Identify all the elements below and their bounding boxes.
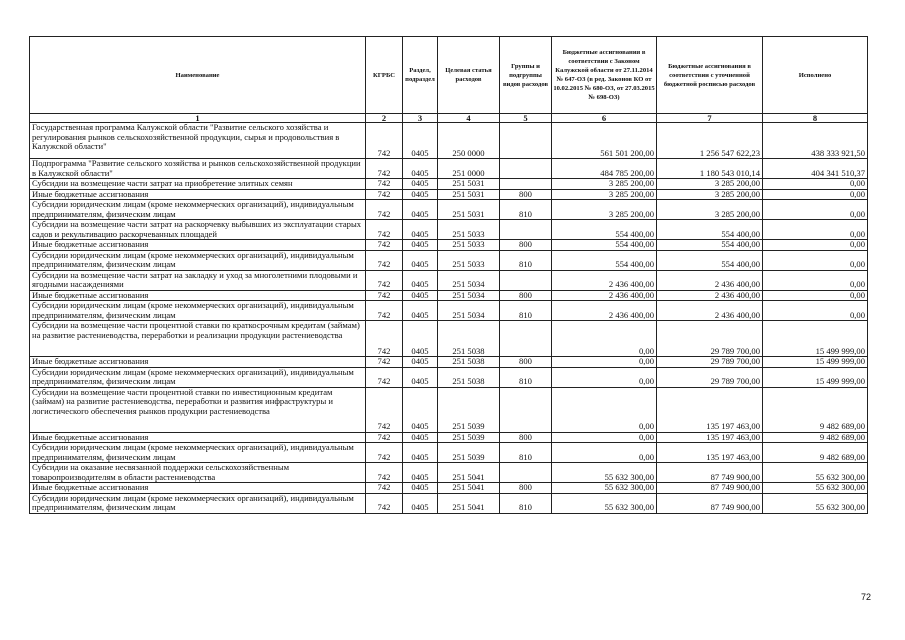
table-row: [30, 321, 868, 357]
row-group: 800: [500, 240, 552, 251]
row-name: Субсидии на оказание несвязанной поддержки сельскохозяйственным товаропроизводителям в области растениеводства: [30, 463, 366, 483]
row-refined-amount: 87 749 900,00: [657, 493, 763, 513]
row-target: 251 5039: [438, 443, 500, 463]
row-executed-amount: 15 499 999,00: [763, 367, 868, 387]
row-refined-amount: 554 400,00: [657, 240, 763, 251]
row-refined-amount: 3 285 200,00: [657, 179, 763, 190]
table-row: [30, 159, 868, 179]
row-kgrbs: 742: [366, 443, 403, 463]
row-refined-amount: 135 197 463,00: [657, 387, 763, 432]
row-group: 810: [500, 250, 552, 270]
row-executed-amount: 438 333 921,50: [763, 123, 868, 159]
row-target: 251 5041: [438, 483, 500, 494]
row-name: Субсидии на возмещение части затрат на закладку и уход за многолетними плодовыми и ягодными насаждениями: [30, 270, 366, 290]
row-law-amount: 0,00: [552, 357, 657, 368]
row-law-amount: 554 400,00: [552, 240, 657, 251]
row-kgrbs: 742: [366, 301, 403, 321]
row-section: 0405: [403, 387, 438, 432]
table-row: [30, 483, 868, 494]
row-executed-amount: 9 482 689,00: [763, 443, 868, 463]
row-group: 800: [500, 357, 552, 368]
row-name: Субсидии юридическим лицам (кроме некоммерческих организаций), индивидуальным предпринимателям, физическим лицам: [30, 250, 366, 270]
row-name: Иные бюджетные ассигнования: [30, 432, 366, 443]
row-law-amount: 3 285 200,00: [552, 200, 657, 220]
row-section: 0405: [403, 432, 438, 443]
col-number: 7: [657, 114, 763, 123]
row-target: 251 5031: [438, 179, 500, 190]
row-name: Иные бюджетные ассигнования: [30, 483, 366, 494]
row-target: 250 0000: [438, 123, 500, 159]
row-kgrbs: 742: [366, 220, 403, 240]
row-refined-amount: 554 400,00: [657, 220, 763, 240]
row-target: 251 0000: [438, 159, 500, 179]
row-group: 810: [500, 367, 552, 387]
col-header-section: Раздел, подраздел: [403, 37, 438, 114]
row-law-amount: 2 436 400,00: [552, 301, 657, 321]
row-law-amount: 55 632 300,00: [552, 493, 657, 513]
row-target: 251 5031: [438, 200, 500, 220]
row-name: Субсидии на возмещение части затрат на приобретение элитных семян: [30, 179, 366, 190]
row-refined-amount: 1 256 547 622,23: [657, 123, 763, 159]
row-refined-amount: 29 789 700,00: [657, 321, 763, 357]
row-kgrbs: 742: [366, 432, 403, 443]
row-name: Иные бюджетные ассигнования: [30, 290, 366, 301]
row-section: 0405: [403, 493, 438, 513]
row-group: [500, 270, 552, 290]
row-section: 0405: [403, 357, 438, 368]
row-group: [500, 123, 552, 159]
row-refined-amount: 87 749 900,00: [657, 463, 763, 483]
row-section: 0405: [403, 290, 438, 301]
row-group: 800: [500, 290, 552, 301]
row-kgrbs: 742: [366, 387, 403, 432]
row-group: 800: [500, 432, 552, 443]
row-section: 0405: [403, 200, 438, 220]
row-executed-amount: 404 341 510,37: [763, 159, 868, 179]
col-header-groups: Группы и подгруппы видов расходов: [500, 37, 552, 114]
row-executed-amount: 15 499 999,00: [763, 357, 868, 368]
row-executed-amount: 0,00: [763, 290, 868, 301]
row-refined-amount: 2 436 400,00: [657, 270, 763, 290]
table-row: [30, 240, 868, 251]
row-refined-amount: 1 180 543 010,14: [657, 159, 763, 179]
row-kgrbs: 742: [366, 250, 403, 270]
row-law-amount: 0,00: [552, 432, 657, 443]
row-law-amount: 3 285 200,00: [552, 189, 657, 200]
row-section: 0405: [403, 483, 438, 494]
row-law-amount: 2 436 400,00: [552, 270, 657, 290]
row-group: [500, 387, 552, 432]
row-kgrbs: 742: [366, 240, 403, 251]
table-row: [30, 270, 868, 290]
row-group: [500, 179, 552, 190]
row-target: 251 5034: [438, 301, 500, 321]
row-group: 800: [500, 189, 552, 200]
row-kgrbs: 742: [366, 463, 403, 483]
row-section: 0405: [403, 179, 438, 190]
row-section: 0405: [403, 367, 438, 387]
table-row: [30, 367, 868, 387]
row-law-amount: 0,00: [552, 367, 657, 387]
row-name: Субсидии на возмещение части затрат на раскорчевку выбывших из эксплуатации старых садов и рекультивацию раскорчеванных площадей: [30, 220, 366, 240]
row-executed-amount: 55 632 300,00: [763, 493, 868, 513]
row-group: 800: [500, 483, 552, 494]
row-group: 810: [500, 301, 552, 321]
table-row: [30, 189, 868, 200]
row-section: 0405: [403, 220, 438, 240]
row-target: 251 5034: [438, 290, 500, 301]
row-law-amount: 55 632 300,00: [552, 483, 657, 494]
table-row: [30, 493, 868, 513]
row-law-amount: 554 400,00: [552, 250, 657, 270]
table-row: [30, 250, 868, 270]
row-kgrbs: 742: [366, 200, 403, 220]
row-law-amount: 0,00: [552, 443, 657, 463]
col-number: 5: [500, 114, 552, 123]
row-target: 251 5034: [438, 270, 500, 290]
row-executed-amount: 55 632 300,00: [763, 483, 868, 494]
row-section: 0405: [403, 270, 438, 290]
row-target: 251 5041: [438, 493, 500, 513]
row-kgrbs: 742: [366, 493, 403, 513]
row-section: 0405: [403, 123, 438, 159]
row-executed-amount: 55 632 300,00: [763, 463, 868, 483]
row-target: 251 5038: [438, 367, 500, 387]
row-executed-amount: 0,00: [763, 189, 868, 200]
row-target: 251 5033: [438, 240, 500, 251]
row-executed-amount: 9 482 689,00: [763, 432, 868, 443]
row-refined-amount: 3 285 200,00: [657, 189, 763, 200]
col-header-executed: Исполнено: [763, 37, 868, 114]
table-row: [30, 220, 868, 240]
row-law-amount: 554 400,00: [552, 220, 657, 240]
row-name: Субсидии юридическим лицам (кроме некоммерческих организаций), индивидуальным предпринимателям, физическим лицам: [30, 301, 366, 321]
col-header-refined: Бюджетные ассигнования в соответствии с уточненной бюджетной росписью расходов: [657, 37, 763, 114]
row-target: 251 5039: [438, 387, 500, 432]
row-kgrbs: 742: [366, 483, 403, 494]
row-law-amount: 0,00: [552, 387, 657, 432]
row-section: 0405: [403, 250, 438, 270]
row-executed-amount: 0,00: [763, 240, 868, 251]
col-number: 3: [403, 114, 438, 123]
row-name: Субсидии юридическим лицам (кроме некоммерческих организаций), индивидуальным предпринимателям, физическим лицам: [30, 493, 366, 513]
row-target: 251 5031: [438, 189, 500, 200]
row-kgrbs: 742: [366, 270, 403, 290]
row-refined-amount: 554 400,00: [657, 250, 763, 270]
col-header-law: Бюджетные ассигнования в соответствии с Законом Калужской области от 27.11.2014 № 647-ОЗ (в ред. Законов КО от 10.02.2015 № 680-ОЗ, от 27.03.2015 № 698-ОЗ): [552, 37, 657, 114]
col-number: 8: [763, 114, 868, 123]
row-kgrbs: 742: [366, 179, 403, 190]
row-group: 810: [500, 443, 552, 463]
page-number: 72: [860, 592, 871, 602]
row-kgrbs: 742: [366, 321, 403, 357]
row-name: Субсидии на возмещение части процентной ставки по инвестиционным кредитам (займам) на развитие растениеводства, переработки и развития инфраструктуры и логистического обеспечения рынков продукции растениеводства: [30, 387, 366, 432]
table-row: [30, 290, 868, 301]
row-name: Субсидии юридическим лицам (кроме некоммерческих организаций), индивидуальным предпринимателям, физическим лицам: [30, 200, 366, 220]
row-name: Субсидии юридическим лицам (кроме некоммерческих организаций), индивидуальным предпринимателям, физическим лицам: [30, 367, 366, 387]
row-target: 251 5038: [438, 321, 500, 357]
row-kgrbs: 742: [366, 123, 403, 159]
row-refined-amount: 135 197 463,00: [657, 443, 763, 463]
row-refined-amount: 29 789 700,00: [657, 367, 763, 387]
budget-table-sheet: [29, 36, 867, 514]
row-law-amount: 2 436 400,00: [552, 290, 657, 301]
col-header-kgrbs: КГРБС: [366, 37, 403, 114]
row-target: 251 5041: [438, 463, 500, 483]
row-section: 0405: [403, 463, 438, 483]
row-kgrbs: 742: [366, 159, 403, 179]
row-law-amount: 561 501 200,00: [552, 123, 657, 159]
row-law-amount: 0,00: [552, 321, 657, 357]
row-kgrbs: 742: [366, 189, 403, 200]
row-executed-amount: 0,00: [763, 250, 868, 270]
row-name: Субсидии на возмещение части процентной ставки по краткосрочным кредитам (займам) на развитие растениеводства, переработки и реализации продукции растениеводства: [30, 321, 366, 357]
header-row: [30, 37, 868, 114]
row-group: [500, 321, 552, 357]
row-name: Иные бюджетные ассигнования: [30, 189, 366, 200]
row-executed-amount: 0,00: [763, 301, 868, 321]
row-refined-amount: 135 197 463,00: [657, 432, 763, 443]
row-executed-amount: 0,00: [763, 179, 868, 190]
row-section: 0405: [403, 443, 438, 463]
row-group: 810: [500, 493, 552, 513]
row-group: [500, 159, 552, 179]
table-row: [30, 443, 868, 463]
row-name: Иные бюджетные ассигнования: [30, 357, 366, 368]
table-row: [30, 432, 868, 443]
row-law-amount: 484 785 200,00: [552, 159, 657, 179]
col-header-target: Целевая статья расходов: [438, 37, 500, 114]
row-target: 251 5039: [438, 432, 500, 443]
row-executed-amount: 9 482 689,00: [763, 387, 868, 432]
table-row: [30, 301, 868, 321]
row-name: Субсидии юридическим лицам (кроме некоммерческих организаций), индивидуальным предпринимателям, физическим лицам: [30, 443, 366, 463]
row-refined-amount: 3 285 200,00: [657, 200, 763, 220]
row-executed-amount: 0,00: [763, 220, 868, 240]
col-number: 1: [30, 114, 366, 123]
row-kgrbs: 742: [366, 290, 403, 301]
row-refined-amount: 2 436 400,00: [657, 290, 763, 301]
row-section: 0405: [403, 301, 438, 321]
row-refined-amount: 87 749 900,00: [657, 483, 763, 494]
row-group: [500, 220, 552, 240]
table-row: [30, 387, 868, 432]
table-row: [30, 123, 868, 159]
row-group: 810: [500, 200, 552, 220]
row-executed-amount: 15 499 999,00: [763, 321, 868, 357]
row-name: Государственная программа Калужской области "Развитие сельского хозяйства и регулирования рынков сельскохозяйственной продукции, сырья и продовольствия в Калужской области": [30, 123, 366, 159]
table-row: [30, 357, 868, 368]
row-law-amount: 55 632 300,00: [552, 463, 657, 483]
column-number-row: [30, 114, 868, 123]
row-section: 0405: [403, 240, 438, 251]
row-name: Подпрограмма "Развитие сельского хозяйства и рынков сельскохозяйственной продукции в Калужской области": [30, 159, 366, 179]
row-refined-amount: 29 789 700,00: [657, 357, 763, 368]
row-executed-amount: 0,00: [763, 270, 868, 290]
table-row: [30, 200, 868, 220]
table-body: [30, 123, 868, 514]
row-refined-amount: 2 436 400,00: [657, 301, 763, 321]
row-section: 0405: [403, 159, 438, 179]
row-executed-amount: 0,00: [763, 200, 868, 220]
row-law-amount: 3 285 200,00: [552, 179, 657, 190]
col-header-name: Наименование: [30, 37, 366, 114]
row-target: 251 5038: [438, 357, 500, 368]
col-number: 6: [552, 114, 657, 123]
row-section: 0405: [403, 189, 438, 200]
table-row: [30, 179, 868, 190]
row-name: Иные бюджетные ассигнования: [30, 240, 366, 251]
row-group: [500, 463, 552, 483]
col-number: 2: [366, 114, 403, 123]
row-section: 0405: [403, 321, 438, 357]
row-target: 251 5033: [438, 250, 500, 270]
col-number: 4: [438, 114, 500, 123]
row-target: 251 5033: [438, 220, 500, 240]
budget-table: [29, 36, 868, 514]
row-kgrbs: 742: [366, 367, 403, 387]
table-row: [30, 463, 868, 483]
row-kgrbs: 742: [366, 357, 403, 368]
